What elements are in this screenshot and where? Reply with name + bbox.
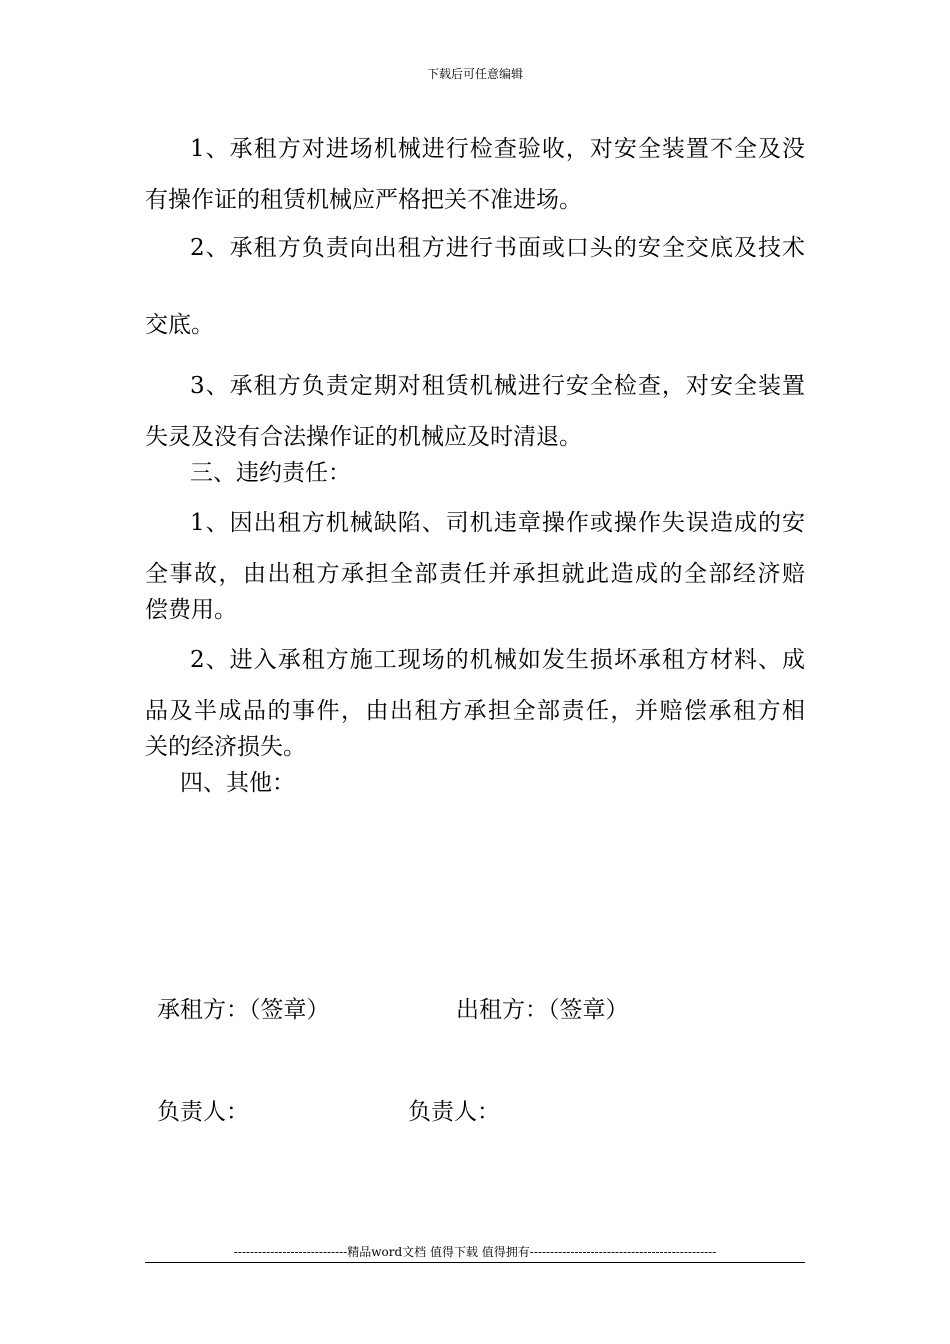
clause-2-2-line-1: 2、承租方负责向出租方进行书面或口头的安全交底及技术 <box>190 235 805 261</box>
section-3-heading: 三、违约责任： <box>190 460 351 486</box>
lessee-signature-label: 承租方：（签章） <box>157 997 330 1023</box>
page-footer: ----------------------------精品word文档 值得下载 值得拥有---------------------------------------------- <box>233 1245 717 1259</box>
clause-3-2-line-2: 品及半成品的事件，由出租方承担全部责任，并赔偿承租方相 <box>145 698 805 724</box>
clause-3-2-line-1: 2、进入承租方施工现场的机械如发生损坏承租方材料、成 <box>190 647 805 673</box>
clause-3-1-line-1: 1、因出租方机械缺陷、司机违章操作或操作失误造成的安 <box>190 510 805 536</box>
lessee-manager-label: 负责人： <box>157 1099 249 1125</box>
clause-2-1-line-2: 有操作证的租赁机械应严格把关不准进场。 <box>145 187 582 213</box>
lessor-manager-label: 负责人： <box>408 1099 500 1125</box>
clause-2-2-line-2: 交底。 <box>145 312 214 338</box>
clause-2-3-line-1: 3、承租方负责定期对租赁机械进行安全检查，对安全装置 <box>190 373 805 399</box>
clause-3-2-line-3: 关的经济损失。 <box>145 734 306 760</box>
clause-3-1-line-2: 全事故，由出租方承担全部责任并承担就此造成的全部经济赔 <box>145 561 805 587</box>
page-header: 下载后可任意编辑 <box>426 67 523 81</box>
clause-3-1-line-3: 偿费用。 <box>145 597 237 623</box>
footer-rule <box>145 1262 805 1263</box>
section-4-heading: 四、其他： <box>180 770 295 796</box>
clause-2-3-line-2: 失灵及没有合法操作证的机械应及时清退。 <box>145 424 582 450</box>
lessor-signature-label: 出租方：（签章） <box>456 997 629 1023</box>
clause-2-1-line-1: 1、承租方对进场机械进行检查验收，对安全装置不全及没 <box>190 136 805 162</box>
